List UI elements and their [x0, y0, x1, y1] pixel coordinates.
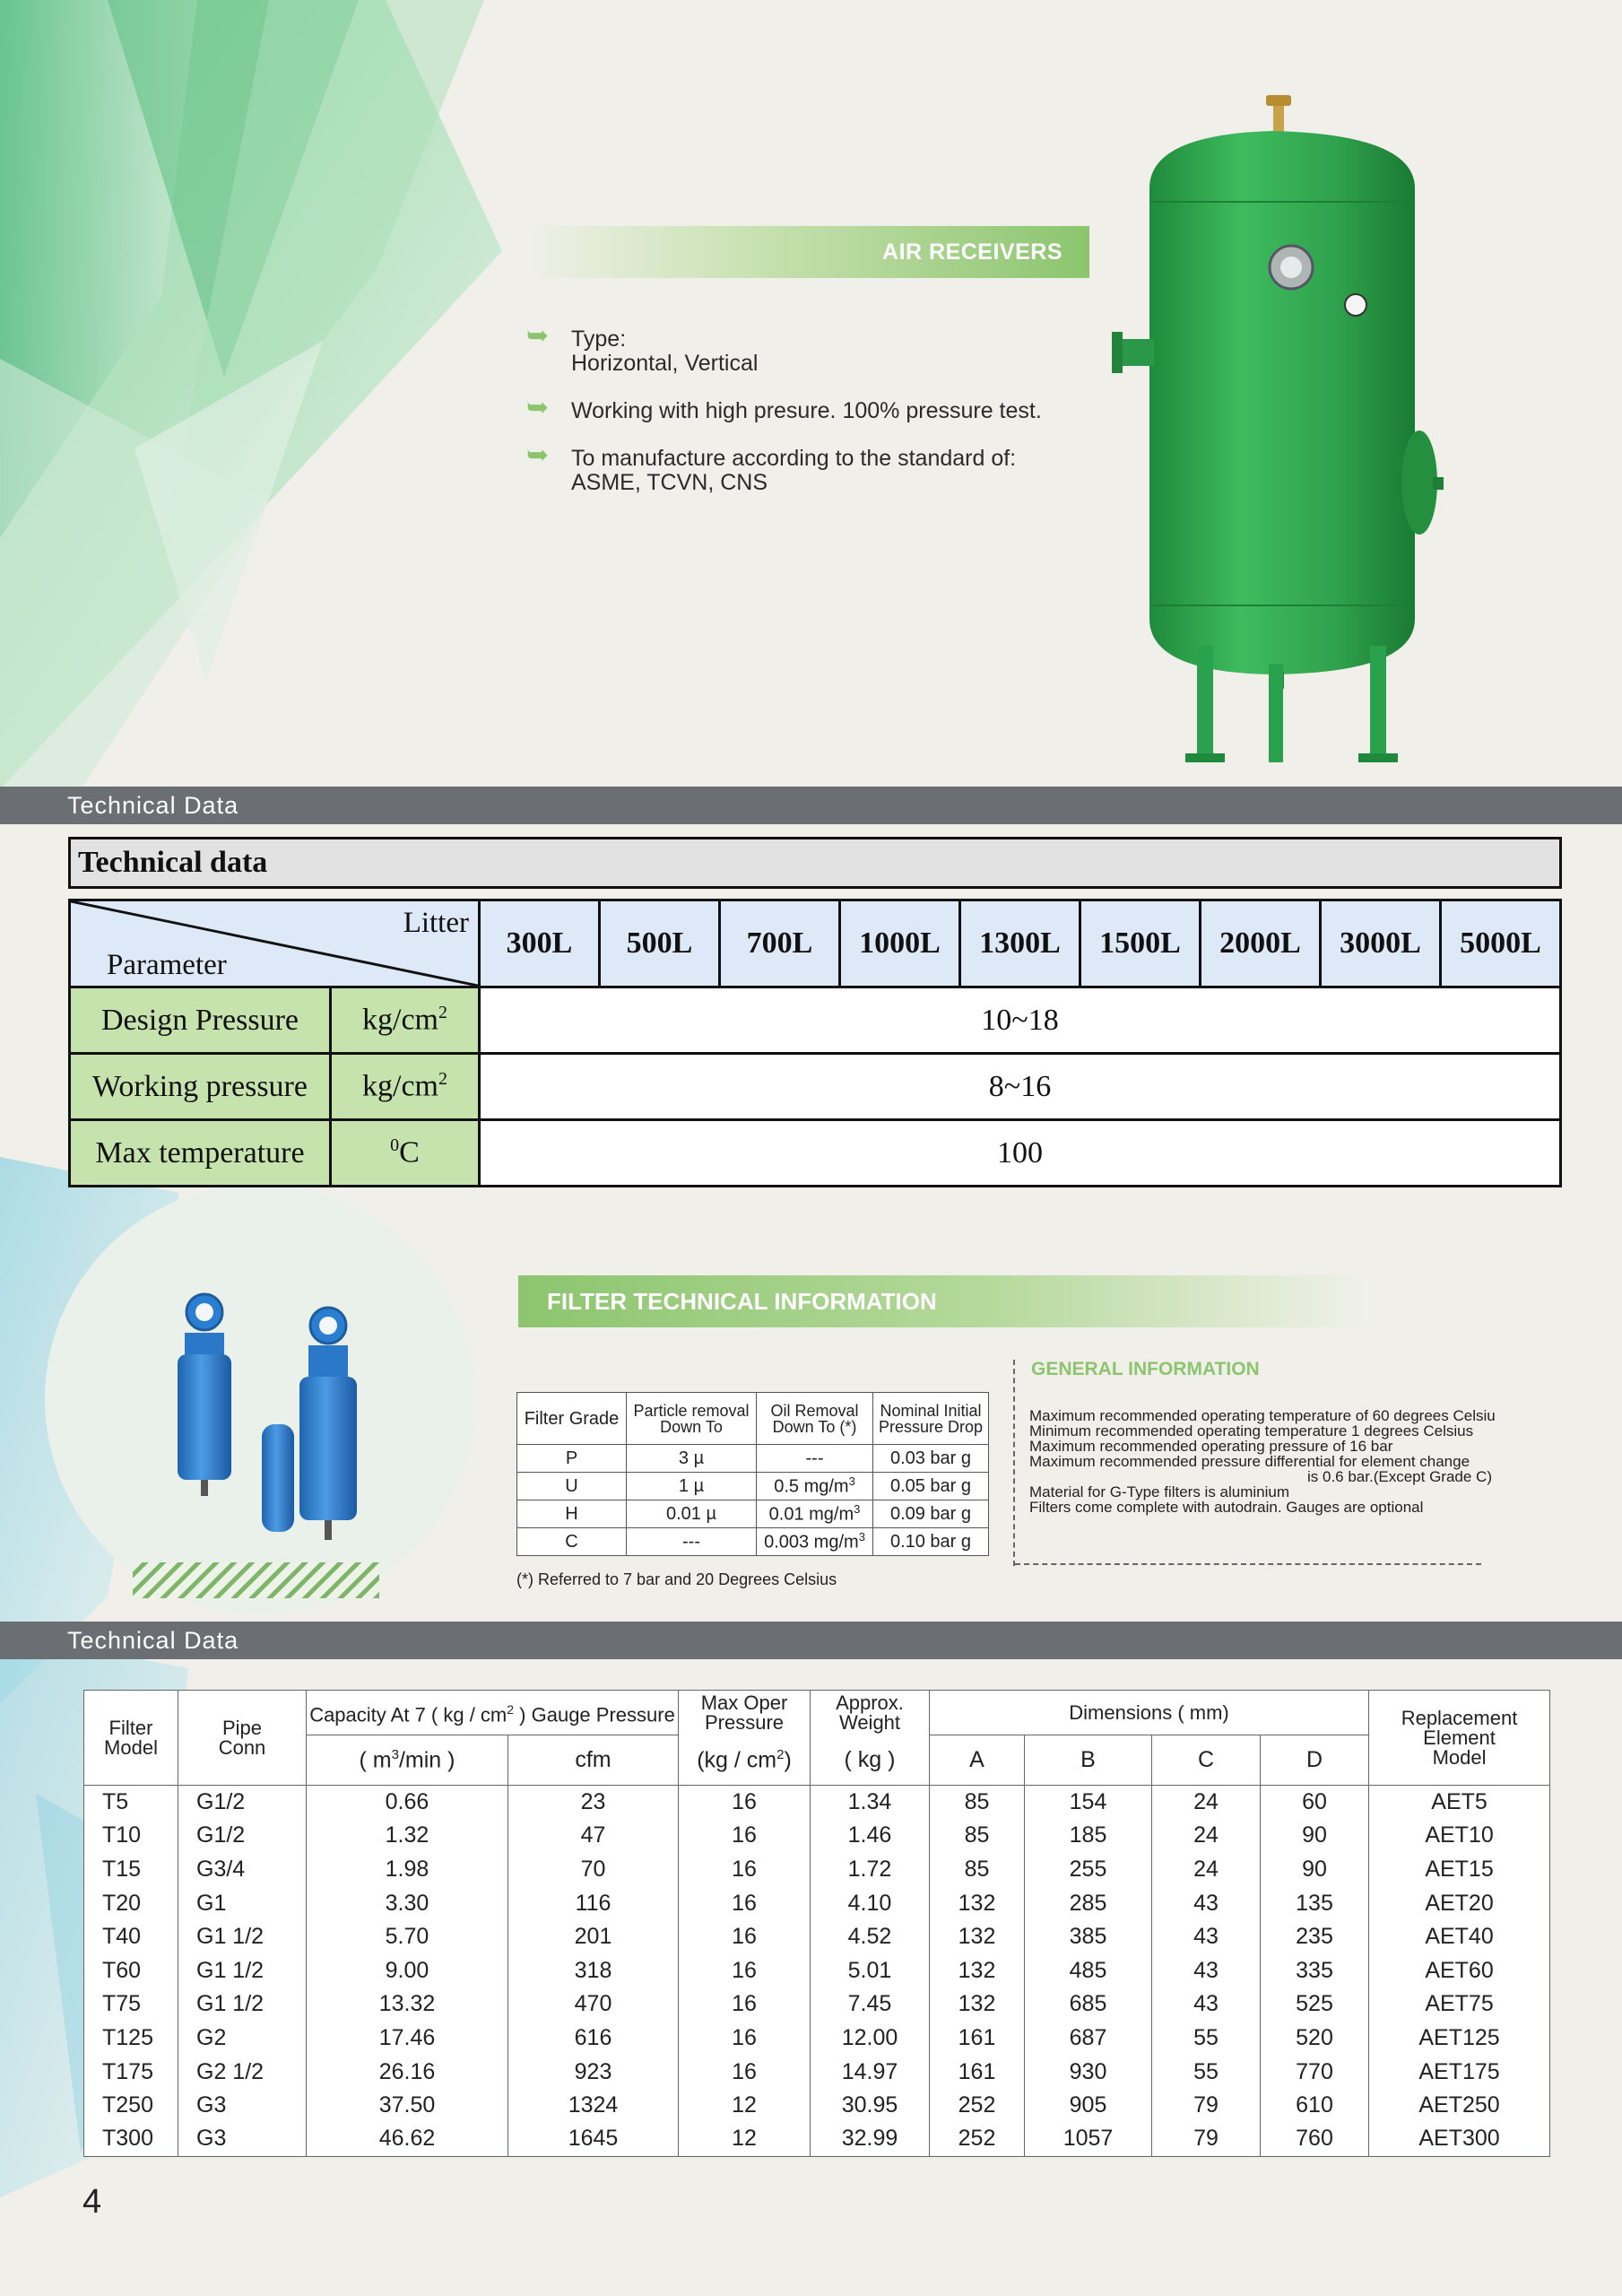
filter-grade-table [516, 1392, 989, 1556]
table-row: T175 G2 1/2 26.16 923 16 14.97 161 930 55 770 AET175 [84, 2055, 1550, 2089]
size-header: 1000L [840, 900, 960, 987]
table-row [70, 987, 1561, 1054]
table-row [70, 1054, 1561, 1120]
table-row: T15 G3/4 1.98 70 16 1.72 85 255 24 90 AET15 [84, 1853, 1550, 1887]
table-row: T75 G1 1/2 13.32 470 16 7.45 132 685 43 525 AET75 [84, 1987, 1550, 2022]
table-header-row: Filter Grade Particle removal Down To Oil Removal Down To (*) Nominal Initial Pressure Drop [517, 1393, 989, 1445]
bullet-standard: ➥ To manufacture according to the standard of: ASME, TCVN, CNS [526, 440, 1017, 495]
table-row: U 1 µ 0.5 $mg/m^3$ 0.05 bar g [517, 1473, 989, 1500]
table-row: T300 G3 46.62 1645 12 32.99 252 1057 79 760 AET300 [84, 2122, 1550, 2156]
table-row: T5 G1/2 0.66 23 16 1.34 85 154 24 60 AET5 [84, 1786, 1550, 1820]
param-value: 100 [480, 1120, 1561, 1187]
table-row: T60 G1 1/2 9.00 318 16 5.01 132 485 43 335 AET60 [84, 1953, 1550, 1987]
table-row: T20 G1 3.30 116 16 4.10 132 285 43 135 AET20 [84, 1886, 1550, 1920]
general-info-title: GENERAL INFORMATION [1031, 1359, 1260, 1379]
receiver-table-title: Technical data [68, 837, 1562, 889]
size-header: 1300L [960, 900, 1080, 987]
size-header: 700L [720, 900, 840, 987]
table-row: T10 G1/2 1.32 47 16 1.46 85 185 24 90 AET10 [84, 1819, 1550, 1853]
param-unit: $^0$C [331, 1120, 480, 1187]
param-value: 8~16 [480, 1054, 1561, 1120]
table-row [70, 1120, 1561, 1187]
table-row: P 3 µ --- 0.03 bar g [517, 1445, 989, 1473]
bullet-type: ➥ Type: Horizontal, Vertical [526, 321, 759, 376]
filter-data-rows [84, 1786, 1550, 2157]
arrow-right-icon: ➥ [526, 321, 550, 351]
table-row: C --- 0.003 $mg/m^3$ 0.10 bar g [517, 1528, 989, 1556]
table-header-row [70, 900, 1561, 987]
size-header: 3000L [1321, 900, 1441, 987]
filter-info-banner: FILTER TECHNICAL INFORMATION [518, 1275, 1372, 1327]
param-label: Working pressure [70, 1054, 331, 1120]
table-row: H 0.01 µ 0.01 $mg/m^3$ 0.09 bar g [517, 1500, 989, 1528]
air-receivers-banner: AIR RECEIVERS [520, 226, 1089, 278]
param-label: Max temperature [70, 1120, 331, 1187]
section-bar-technical-data-2: Technical Data [0, 1622, 1622, 1659]
param-unit: $kg/cm^2$ [331, 987, 480, 1054]
table-header-row: Filter Model Pipe Conn Capacity At 7 ( kg / $cm^2$ ) Gauge Pressure Max Oper Pressure Approx. Weight Dimensions ( mm) Replacement Element Model [84, 1691, 1550, 1735]
table-subheader-row: ( $m^3/\min$ ) cfm $(kg / cm^2)$ ( kg ) A B C D [84, 1735, 1550, 1786]
receiver-technical-table [68, 899, 1562, 1187]
air-receivers-bullet-list [525, 321, 1098, 518]
general-info-divider [1015, 1563, 1481, 1565]
size-header: 500L [600, 900, 720, 987]
table-corner-cell: Litter Parameter [70, 900, 480, 987]
arrow-right-icon: ➥ [526, 393, 550, 422]
size-header: 300L [480, 900, 600, 987]
filters-illustration [45, 1184, 475, 1614]
table-row: T250 G3 37.50 1324 12 30.95 252 905 79 610 AET250 [84, 2089, 1550, 2123]
param-label: Design Pressure [70, 987, 331, 1054]
arrow-right-icon: ➥ [526, 440, 550, 470]
section-bar-technical-data: Technical Data [0, 787, 1622, 824]
param-value: 10~18 [480, 987, 1561, 1054]
filter-data-table [83, 1690, 1550, 2157]
table-row: T40 G1 1/2 5.70 201 16 4.52 132 385 43 235 AET40 [84, 1920, 1550, 1954]
size-header: 2000L [1201, 900, 1321, 987]
size-header: 5000L [1441, 900, 1561, 987]
size-header: 1500L [1080, 900, 1201, 987]
general-info-text: Maximum recommended operating temperature of 60 degrees Celsiu Minimum recommended operating temperature 1 degrees Celsius Maximum recommended operating pressure of 16 bar Maximum recommended pressure differential for element change is 0.6 bar.(Except Grade C) Material for G-Type filters is aluminium Filters come complete with autodrain. Gauges are optional [1029, 1407, 1496, 1516]
air-receiver-tank-illustration [1112, 95, 1444, 762]
filter-table-footnote: (*) Referred to 7 bar and 20 Degrees Celsius [516, 1570, 837, 1588]
page-number: 4 [82, 2183, 102, 2221]
param-unit: $kg/cm^2$ [331, 1054, 480, 1120]
bullet-pressure: ➥ Working with high presure. 100% pressure test. [526, 393, 1042, 423]
table-row: T125 G2 17.46 616 16 12.00 161 687 55 520 AET125 [84, 2022, 1550, 2056]
